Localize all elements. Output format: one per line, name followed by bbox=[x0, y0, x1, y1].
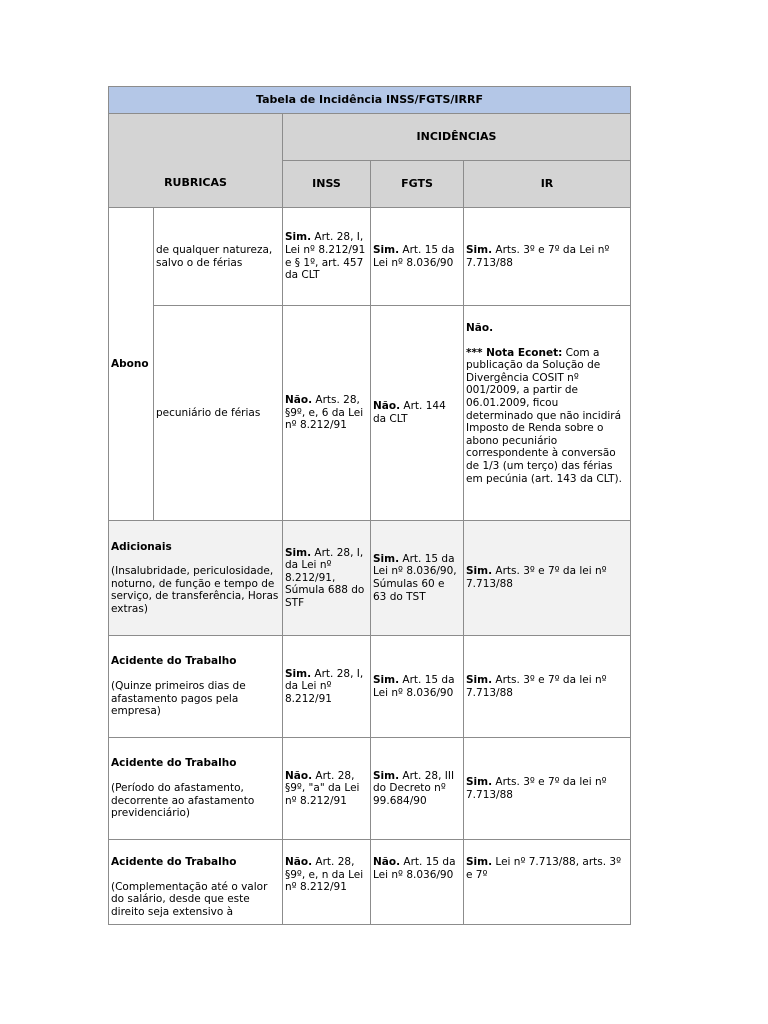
ir-cell: Sim. Arts. 3º e 7º da lei nº 7.713/88 bbox=[464, 636, 631, 738]
incidence-table bbox=[108, 86, 631, 925]
table-row bbox=[109, 840, 631, 925]
header-rubricas: RUBRICAS bbox=[109, 114, 283, 208]
rubrica-desc: (Insalubridade, periculosidade, noturno, de função e tempo de serviço, de transferência, Horas extras) bbox=[111, 565, 279, 615]
table-row bbox=[109, 306, 631, 521]
rubrica-cell bbox=[109, 840, 283, 925]
inss-cell: Não. Art. 28, §9º, "a" da Lei nº 8.212/91 bbox=[283, 738, 371, 840]
econet-note: *** Nota Econet: Com a publicação da Solução de Divergência COSIT nº 001/2009, a partir de 06.01.2009, ficou determinado que não incidirá Imposto de Renda sobre o abono pecuniário correspondente à conversão de 1/3 (um terço) das férias em pecúnia (art. 143 da CLT). bbox=[466, 346, 622, 485]
rubrica-title: Acidente do Trabalho bbox=[111, 655, 237, 668]
table-row bbox=[109, 738, 631, 840]
rubrica-title: Adicionais bbox=[111, 540, 172, 553]
rubrica-desc: (Quinze primeiros dias de afastamento pagos pela empresa) bbox=[111, 679, 246, 718]
table-title-row bbox=[109, 87, 631, 114]
header-incidencias: INCIDÊNCIAS bbox=[283, 114, 631, 161]
table-title: Tabela de Incidência INSS/FGTS/IRRF bbox=[109, 87, 631, 114]
table-row bbox=[109, 521, 631, 636]
rubrica-cell bbox=[109, 738, 283, 840]
ir-cell bbox=[464, 306, 631, 521]
abono-sub-2: pecuniário de férias bbox=[154, 306, 283, 521]
table-row bbox=[109, 636, 631, 738]
fgts-cell: Sim. Art. 15 da Lei nº 8.036/90 bbox=[371, 208, 464, 306]
fgts-cell: Não. Art. 144 da CLT bbox=[371, 306, 464, 521]
fgts-cell: Sim. Art. 28, III do Decreto nº 99.684/90 bbox=[371, 738, 464, 840]
ir-cell: Sim. Arts. 3º e 7º da lei nº 7.713/88 bbox=[464, 738, 631, 840]
ir-cell: Sim. Lei nº 7.713/88, arts. 3º e 7º bbox=[464, 840, 631, 925]
rubrica-cell bbox=[109, 521, 283, 636]
ir-answer: Não. bbox=[466, 322, 494, 334]
fgts-cell: Sim. Art. 15 da Lei nº 8.036/90 bbox=[371, 636, 464, 738]
inss-cell: Não. Arts. 28, §9º, e, 6 da Lei nº 8.212/91 bbox=[283, 306, 371, 521]
fgts-cell: Sim. Art. 15 da Lei nº 8.036/90, Súmulas 60 e 63 do TST bbox=[371, 521, 464, 636]
inss-cell: Sim. Art. 28, I, Lei nº 8.212/91 e § 1º, art. 457 da CLT bbox=[283, 208, 371, 306]
header-inss: INSS bbox=[283, 161, 371, 208]
abono-sub-1: de qualquer natureza, salvo o de férias bbox=[154, 208, 283, 306]
rubrica-cell bbox=[109, 636, 283, 738]
rubrica-desc: (Período do afastamento, decorrente ao afastamento previdenciário) bbox=[111, 781, 255, 820]
inss-cell: Sim. Art. 28, I, da Lei nº 8.212/91, Súmula 688 do STF bbox=[283, 521, 371, 636]
inss-cell: Sim. Art. 28, I, da Lei nº 8.212/91 bbox=[283, 636, 371, 738]
ir-cell: Sim. Arts. 3º e 7º da Lei nº 7.713/88 bbox=[464, 208, 631, 306]
header-fgts: FGTS bbox=[371, 161, 464, 208]
header-row-1 bbox=[109, 114, 631, 161]
rubrica-title: Acidente do Trabalho bbox=[111, 757, 237, 770]
header-ir: IR bbox=[464, 161, 631, 208]
rubrica-title: Acidente do Trabalho bbox=[111, 856, 237, 868]
abono-label: Abono bbox=[109, 208, 154, 521]
rubrica-desc: (Complementação até o valor do salário, desde que este direito seja extensivo à bbox=[111, 880, 268, 918]
ir-cell: Sim. Arts. 3º e 7º da lei nº 7.713/88 bbox=[464, 521, 631, 636]
inss-cell: Não. Art. 28, §9º, e, n da Lei nº 8.212/91 bbox=[283, 840, 371, 925]
table-row bbox=[109, 208, 631, 306]
fgts-cell: Não. Art. 15 da Lei nº 8.036/90 bbox=[371, 840, 464, 925]
